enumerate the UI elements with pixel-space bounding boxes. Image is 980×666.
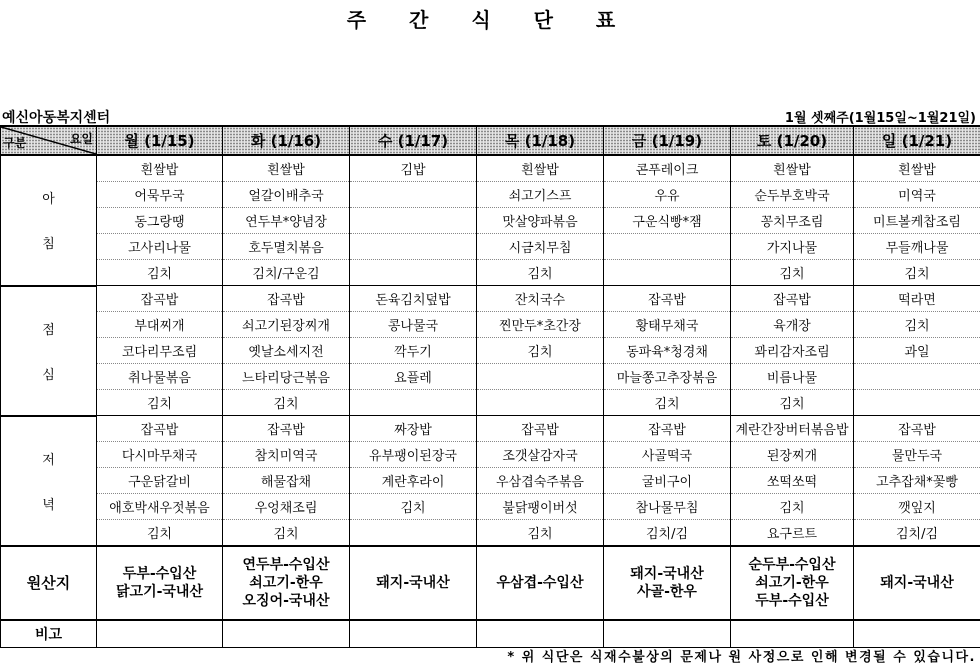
menu-item: 잡곡밥 <box>97 416 223 442</box>
menu-item: 콩나물국 <box>350 312 477 338</box>
menu-item: 깻잎지 <box>854 494 980 520</box>
note-cell <box>350 620 477 648</box>
menu-row <box>1 208 980 234</box>
meal-label: 점 심 <box>1 286 97 416</box>
note-cell <box>731 620 854 648</box>
menu-item: 참나물무침 <box>604 494 731 520</box>
menu-row <box>1 155 980 182</box>
menu-row <box>1 260 980 286</box>
menu-item: 김치 <box>223 390 350 416</box>
menu-item: 맛살양파볶음 <box>477 208 604 234</box>
menu-item: 김치/구운김 <box>223 260 350 286</box>
menu-item: 콘푸레이크 <box>604 155 731 182</box>
menu-item: 어묵무국 <box>97 182 223 208</box>
note-cell <box>604 620 731 648</box>
week-label: 1월 셋째주(1월15일~1월21일) <box>784 111 976 126</box>
menu-item: 짜장밥 <box>350 416 477 442</box>
menu-item: 흰쌀밥 <box>223 155 350 182</box>
origin-cell: 연두부-수입산 쇠고기-한우 오징어-국내산 <box>223 546 350 620</box>
menu-item: 흰쌀밥 <box>854 155 980 182</box>
note-cell <box>97 620 223 648</box>
menu-item <box>350 208 477 234</box>
menu-item: 황태무채국 <box>604 312 731 338</box>
menu-item: 돈육김치덮밥 <box>350 286 477 312</box>
meal-label: 저 녁 <box>1 416 97 547</box>
menu-row <box>1 286 980 312</box>
menu-item: 고사리나물 <box>97 234 223 260</box>
origin-cell: 돼지-국내산 <box>854 546 980 620</box>
note-cell <box>477 620 604 648</box>
menu-item: 잡곡밥 <box>854 416 980 442</box>
menu-item: 고추잡채*꽃빵 <box>854 468 980 494</box>
menu-item: 김치 <box>731 494 854 520</box>
menu-item: 해물잡채 <box>223 468 350 494</box>
menu-item: 취나물볶음 <box>97 364 223 390</box>
menu-item: 무들깨나물 <box>854 234 980 260</box>
menu-item: 김치 <box>854 260 980 286</box>
meal-label: 아 침 <box>1 155 97 286</box>
menu-item <box>350 390 477 416</box>
menu-row <box>1 364 980 390</box>
menu-item: 김치 <box>97 390 223 416</box>
menu-item: 김치/김 <box>604 520 731 547</box>
menu-item: 쇠고기스프 <box>477 182 604 208</box>
menu-item: 잡곡밥 <box>604 286 731 312</box>
origin-cell: 순두부-수입산 쇠고기-한우 두부-수입산 <box>731 546 854 620</box>
menu-item: 굴비구이 <box>604 468 731 494</box>
corner-header <box>1 126 97 155</box>
menu-item: 시금치무침 <box>477 234 604 260</box>
menu-item: 잡곡밥 <box>604 416 731 442</box>
menu-item: 잡곡밥 <box>477 416 604 442</box>
note-label: 비고 <box>1 620 97 648</box>
organization-name: 예신아동복지센터 <box>2 110 111 126</box>
origin-label: 원산지 <box>1 546 97 620</box>
menu-item: 계란후라이 <box>350 468 477 494</box>
menu-item: 잡곡밥 <box>223 286 350 312</box>
menu-item <box>604 260 731 286</box>
menu-item: 잡곡밥 <box>223 416 350 442</box>
day-header: 금 (1/19) <box>604 126 731 155</box>
menu-item: 다시마무채국 <box>97 442 223 468</box>
menu-item: 구운식빵*잼 <box>604 208 731 234</box>
menu-item <box>350 234 477 260</box>
menu-item: 미트볼케찹조림 <box>854 208 980 234</box>
menu-item: 유부팽이된장국 <box>350 442 477 468</box>
menu-row <box>1 182 980 208</box>
menu-item: 잡곡밥 <box>731 286 854 312</box>
menu-row <box>1 338 980 364</box>
menu-item: 꽈리감자조림 <box>731 338 854 364</box>
menu-item <box>350 182 477 208</box>
menu-item: 요플레 <box>350 364 477 390</box>
menu-item: 호두멸치볶음 <box>223 234 350 260</box>
origin-row <box>1 546 980 620</box>
corner-label-day: 요일 <box>69 132 93 146</box>
menu-item: 흰쌀밥 <box>97 155 223 182</box>
menu-item: 김치 <box>97 260 223 286</box>
menu-item: 물만두국 <box>854 442 980 468</box>
menu-item: 쏘떡쏘떡 <box>731 468 854 494</box>
menu-item: 비름나물 <box>731 364 854 390</box>
menu-item: 흰쌀밥 <box>731 155 854 182</box>
menu-item: 애호박새우젓볶음 <box>97 494 223 520</box>
note-cell <box>854 620 980 648</box>
menu-item <box>854 390 980 416</box>
menu-item: 얼갈이배추국 <box>223 182 350 208</box>
origin-cell: 두부-수입산 닭고기-국내산 <box>97 546 223 620</box>
menu-item: 김치 <box>350 494 477 520</box>
menu-item: 김치 <box>604 390 731 416</box>
menu-item: 우유 <box>604 182 731 208</box>
origin-cell: 돼지-국내산 사골-한우 <box>604 546 731 620</box>
menu-item: 느타리당근볶음 <box>223 364 350 390</box>
menu-item: 마늘쫑고추장볶음 <box>604 364 731 390</box>
menu-item: 꽁치무조림 <box>731 208 854 234</box>
menu-item: 우엉채조림 <box>223 494 350 520</box>
menu-item <box>604 234 731 260</box>
menu-item <box>477 364 604 390</box>
day-header: 수 (1/17) <box>350 126 477 155</box>
menu-item: 조갯살감자국 <box>477 442 604 468</box>
menu-row <box>1 442 980 468</box>
menu-item: 쇠고기된장찌개 <box>223 312 350 338</box>
menu-item <box>350 520 477 547</box>
menu-item: 부대찌개 <box>97 312 223 338</box>
menu-item: 김밥 <box>350 155 477 182</box>
menu-item: 김치 <box>223 520 350 547</box>
day-header: 토 (1/20) <box>731 126 854 155</box>
menu-item: 요구르트 <box>731 520 854 547</box>
menu-item: 사골떡국 <box>604 442 731 468</box>
menu-item: 육개장 <box>731 312 854 338</box>
menu-row <box>1 494 980 520</box>
menu-item: 계란간장버터볶음밥 <box>731 416 854 442</box>
menu-item: 김치/김 <box>854 520 980 547</box>
menu-item: 김치 <box>97 520 223 547</box>
menu-item: 동그랑땡 <box>97 208 223 234</box>
note-row <box>1 620 980 648</box>
note-cell <box>223 620 350 648</box>
menu-row <box>1 520 980 547</box>
menu-item <box>350 260 477 286</box>
menu-item: 우삼겹숙주볶음 <box>477 468 604 494</box>
menu-item: 순두부호박국 <box>731 182 854 208</box>
menu-item: 잔치국수 <box>477 286 604 312</box>
menu-item: 김치 <box>477 520 604 547</box>
weekly-menu-table <box>0 125 980 648</box>
day-header: 일 (1/21) <box>854 126 980 155</box>
menu-row <box>1 390 980 416</box>
menu-item: 동파육*청경채 <box>604 338 731 364</box>
menu-item: 된장찌개 <box>731 442 854 468</box>
menu-item: 미역국 <box>854 182 980 208</box>
day-header: 화 (1/16) <box>223 126 350 155</box>
menu-item: 코다리무조림 <box>97 338 223 364</box>
menu-row <box>1 312 980 338</box>
footer-note: * 위 식단은 식재수불상의 문제나 원 사정으로 인해 변경될 수 있습니다. <box>507 650 976 665</box>
menu-row <box>1 234 980 260</box>
menu-item: 김치 <box>731 260 854 286</box>
origin-cell: 돼지-국내산 <box>350 546 477 620</box>
menu-item: 깍두기 <box>350 338 477 364</box>
menu-item: 가지나물 <box>731 234 854 260</box>
menu-row <box>1 416 980 442</box>
menu-item: 옛날소세지전 <box>223 338 350 364</box>
menu-item: 참치미역국 <box>223 442 350 468</box>
corner-label-category: 구분 <box>3 136 27 150</box>
menu-item: 김치 <box>477 338 604 364</box>
menu-item: 불닭팽이버섯 <box>477 494 604 520</box>
menu-item: 찐만두*초간장 <box>477 312 604 338</box>
day-header: 목 (1/18) <box>477 126 604 155</box>
menu-item: 잡곡밥 <box>97 286 223 312</box>
header-row <box>1 126 980 155</box>
menu-item: 연두부*양념장 <box>223 208 350 234</box>
menu-item: 구운닭갈비 <box>97 468 223 494</box>
menu-item: 김치 <box>477 260 604 286</box>
menu-item <box>854 364 980 390</box>
page-title: 주 간 식 단 표 <box>346 8 634 32</box>
menu-item <box>477 390 604 416</box>
origin-cell: 우삼겹-수입산 <box>477 546 604 620</box>
day-header: 월 (1/15) <box>97 126 223 155</box>
menu-item: 김치 <box>731 390 854 416</box>
menu-row <box>1 468 980 494</box>
menu-item: 떡라면 <box>854 286 980 312</box>
menu-item: 김치 <box>854 312 980 338</box>
menu-item: 흰쌀밥 <box>477 155 604 182</box>
menu-item: 과일 <box>854 338 980 364</box>
